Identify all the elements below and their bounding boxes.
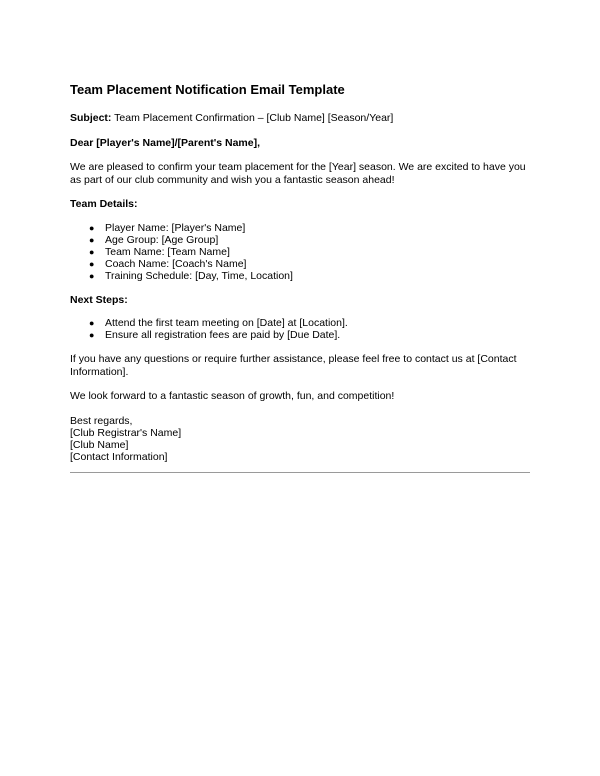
bullet-icon: ● [89,234,95,245]
team-detail-training-schedule: Training Schedule: [Day, Time, Location] [105,269,293,282]
bullet-icon: ● [89,246,95,257]
team-detail-team-name: Team Name: [Team Name] [105,245,230,258]
intro-paragraph: We are pleased to confirm your team placement for the [Year] season. We are excited to have you as part of our club community and wish you a fantastic season ahead! [70,161,526,186]
list-item [70,270,530,282]
signoff-club-name: [Club Name] [70,438,129,451]
team-detail-age-group: Age Group: [Age Group] [105,233,219,246]
signature-block [70,415,530,463]
list-item [70,222,530,234]
horizontal-divider [70,472,530,473]
next-step-meeting: Attend the first team meeting on [Date] at [Location]. [105,317,348,329]
list-item [70,317,530,329]
signoff-registrar-name: [Club Registrar's Name] [70,426,182,439]
bullet-icon: ● [89,222,95,233]
questions-paragraph: If you have any questions or require further assistance, please feel free to contact us at [Contact Information]. [70,353,517,378]
next-steps-heading: Next Steps: [70,293,128,306]
team-details-list [70,222,530,282]
bullet-icon: ● [89,270,95,281]
list-item [70,246,530,258]
subject-label: Subject: [70,112,112,124]
bullet-icon: ● [89,258,95,269]
subject-text: Team Placement Confirmation – [Club Name] [Season/Year] [114,112,394,124]
team-detail-player-name: Player Name: [Player's Name] [105,221,246,234]
bullet-icon: ● [89,330,95,340]
greeting: Dear [Player's Name]/[Parent's Name], [70,136,260,149]
document-page [70,82,530,473]
team-details-heading: Team Details: [70,198,138,210]
next-step-fees: Ensure all registration fees are paid by [Due Date]. [105,329,341,341]
list-item [70,329,530,341]
subject-line [70,112,530,125]
list-item [70,234,530,246]
bullet-icon: ● [89,318,95,328]
next-steps-list [70,317,530,341]
signoff-line: Best regards, [70,414,133,427]
signoff-contact-info: [Contact Information] [70,450,168,463]
closing-paragraph: We look forward to a fantastic season of growth, fun, and competition! [70,390,395,402]
team-detail-coach-name: Coach Name: [Coach's Name] [105,257,247,270]
list-item [70,258,530,270]
document-title: Team Placement Notification Email Template [70,82,345,97]
